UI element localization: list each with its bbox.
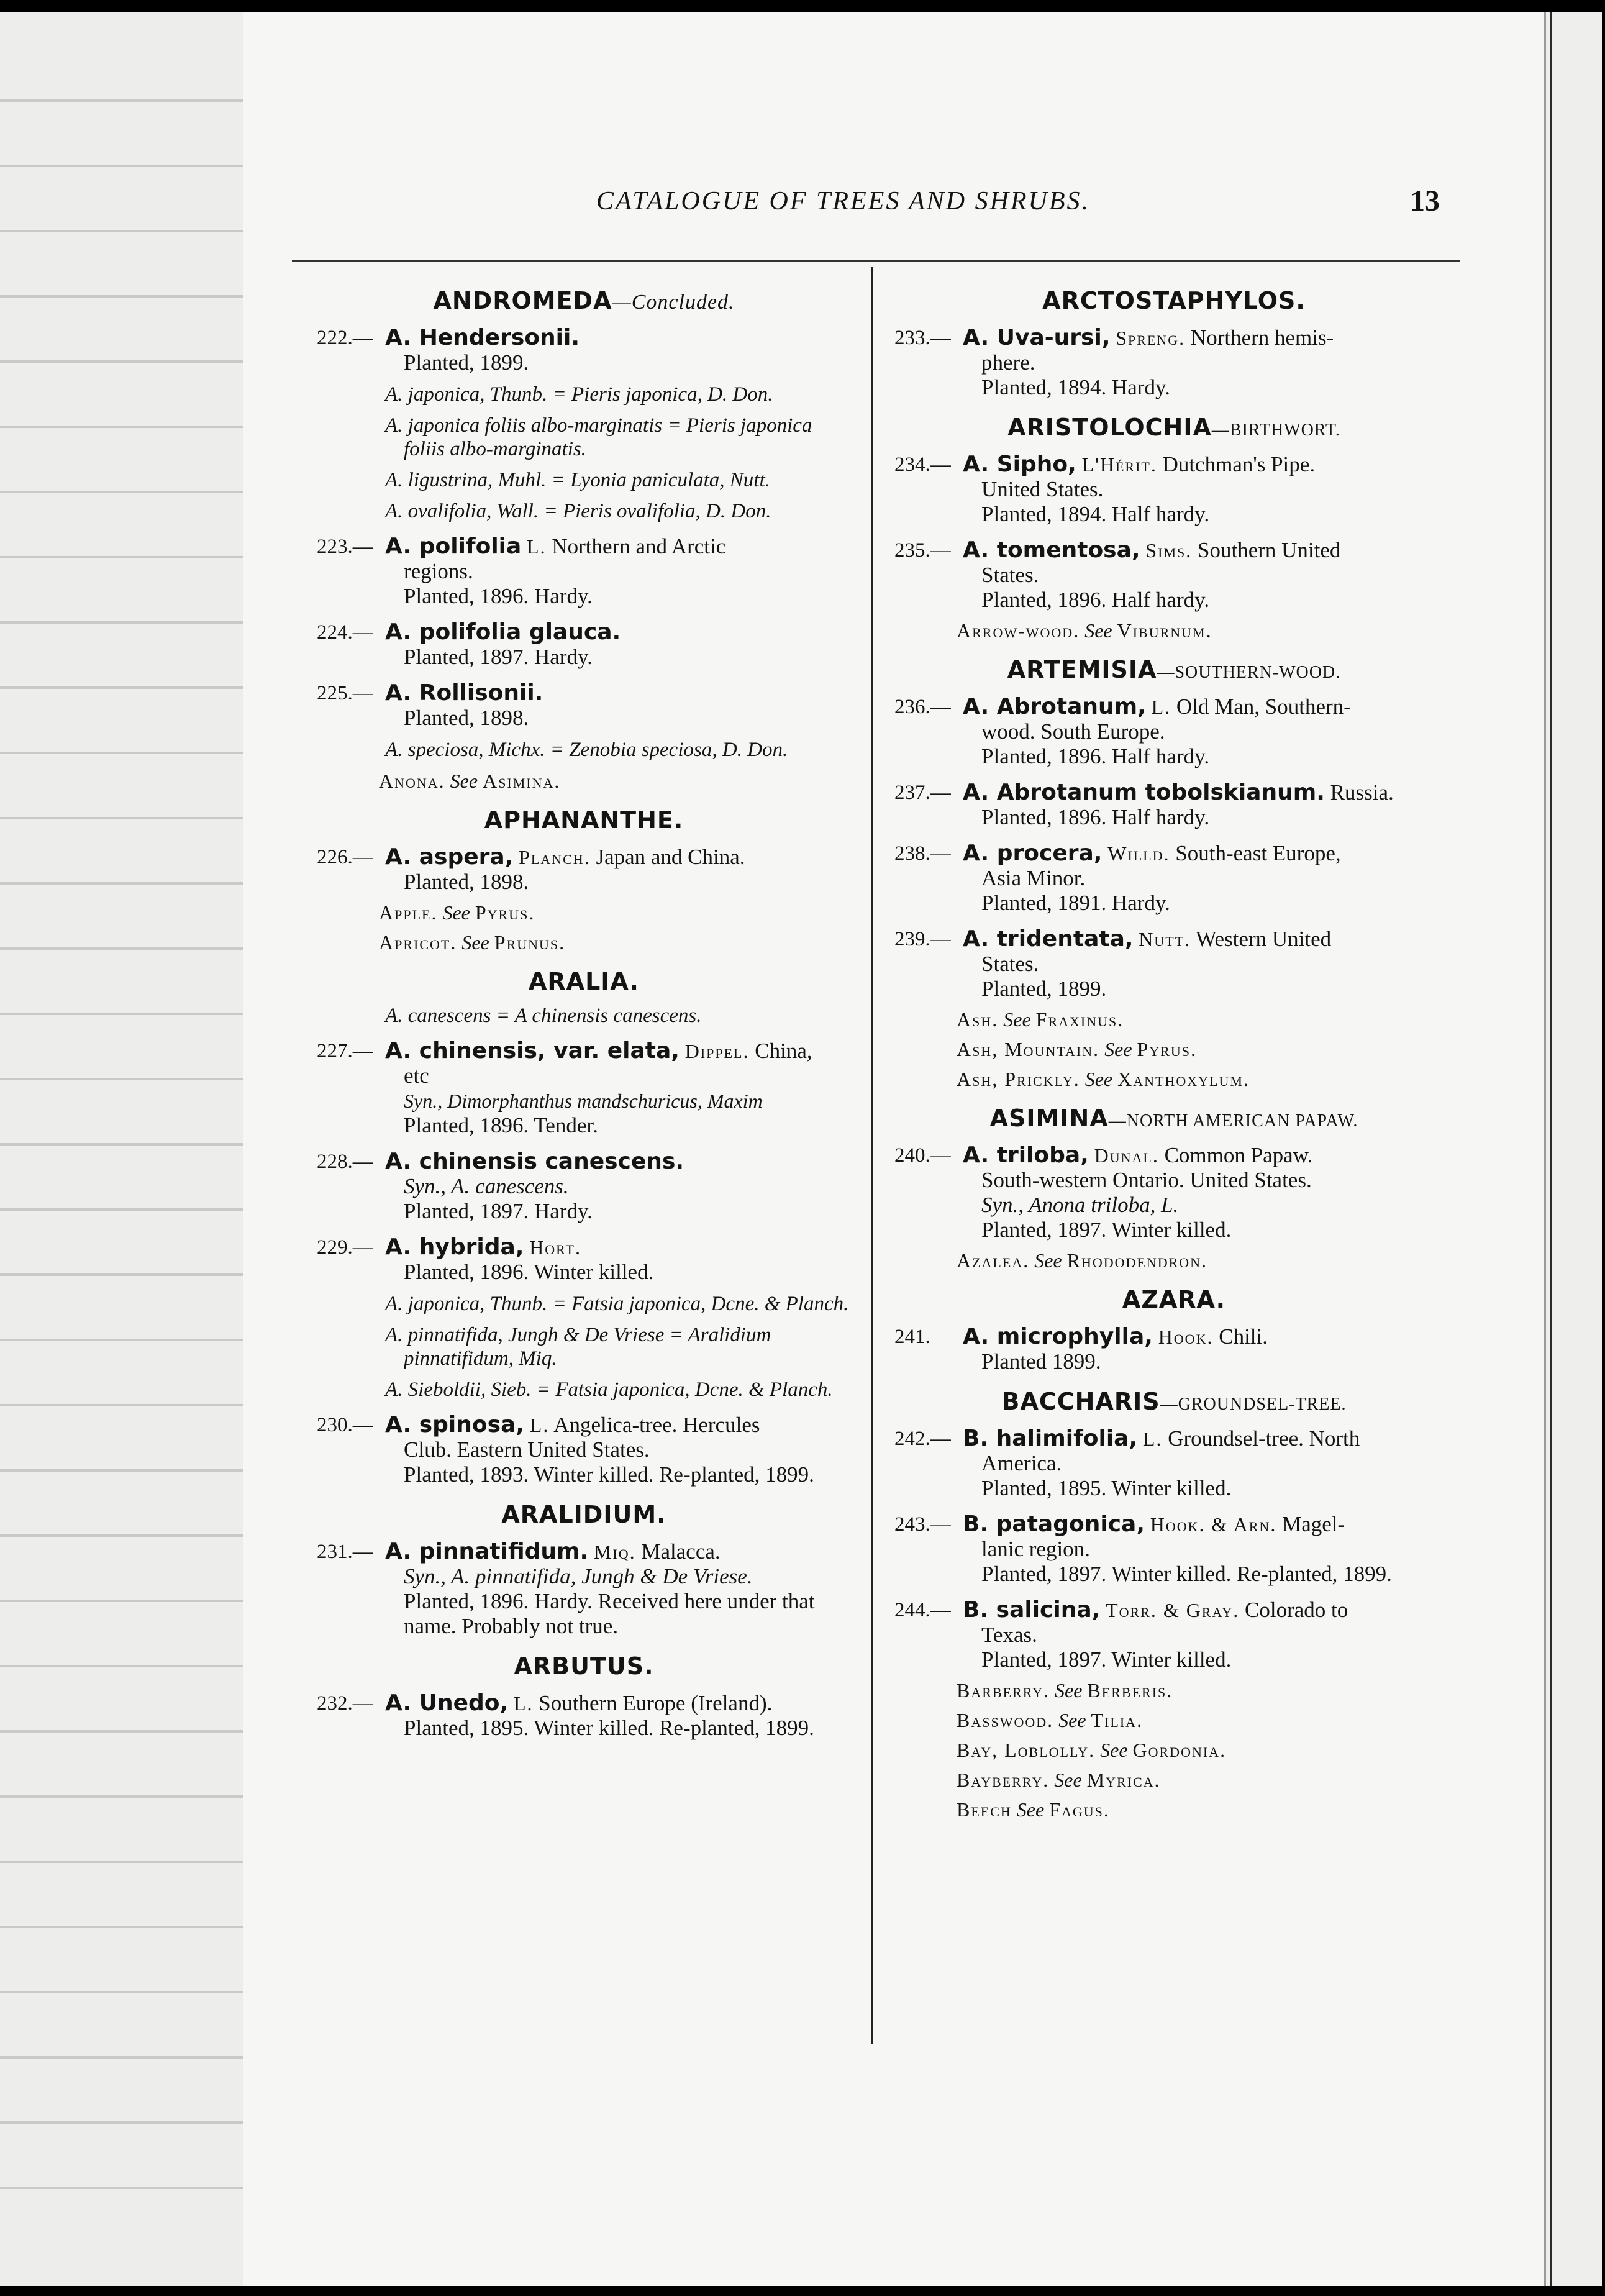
range-note: Groundsel-tree. North (1168, 1426, 1360, 1451)
entry-236 (888, 695, 1460, 769)
entry-231 (311, 1539, 857, 1639)
synonym-note: A. japonica, Thunb. = Fatsia japonica, Dcne. & Planch. (385, 1293, 849, 1315)
genus-heading-arbutus: ARBUTUS. (514, 1652, 654, 1680)
species-name: A. polifolia glauca. (385, 619, 621, 645)
entry-227 (311, 1039, 857, 1138)
planted-note: Planted 1899. (981, 1349, 1101, 1374)
left-column (311, 273, 857, 1746)
entry-number: 227.— (317, 1040, 373, 1062)
range-note-cont: phere. (981, 350, 1035, 375)
cross-reference-apple: Apple. See Pyrus. (379, 901, 535, 924)
range-note: Angelica-tree. Hercules (553, 1413, 760, 1437)
running-title: CATALOGUE OF TREES AND SHRUBS. (596, 187, 1091, 216)
synonym-note: A. Sieboldii, Sieb. = Fatsia japonica, Dcne. & Planch. (385, 1378, 833, 1401)
species-name: A. aspera, (385, 844, 514, 870)
range-note: Colorado to (1245, 1598, 1348, 1622)
species-name: A. Uva-ursi, (963, 325, 1111, 350)
entry-244 (888, 1598, 1460, 1672)
entry-number: 244.— (894, 1599, 951, 1621)
planted-note: Planted, 1894. Half hardy. (981, 502, 1210, 526)
planted-note: Planted, 1896. Tender. (404, 1113, 598, 1137)
cross-reference-ash-mountain: Ash, Mountain. See Pyrus. (957, 1038, 1198, 1060)
authority: L. (529, 1414, 550, 1436)
synonym-note: Syn., A. pinnatifida, Jungh & De Vriese. (404, 1564, 753, 1588)
entry-number: 243.— (894, 1513, 951, 1536)
cross-reference-apricot: Apricot. See Prunus. (379, 931, 566, 954)
synonym-note: Syn., A. canescens. (404, 1174, 569, 1198)
authority: L. (527, 535, 547, 558)
species-name: B. patagonica, (963, 1511, 1145, 1537)
range-note-cont: Texas. (981, 1623, 1037, 1647)
entry-number: 237.— (894, 781, 951, 804)
cross-reference-bay-loblolly: Bay, Loblolly. See Gordonia. (957, 1739, 1227, 1761)
authority: Nutt. (1139, 928, 1191, 950)
genus-heading-asimina: ASIMINA—NORTH AMERICAN PAPAW. (989, 1105, 1358, 1132)
planted-note: Planted, 1896. Hardy. (404, 584, 593, 608)
entry-230 (311, 1413, 857, 1487)
entry-238 (888, 841, 1460, 916)
authority: Hook. & Arn. (1150, 1513, 1277, 1536)
species-name: A. pinnatifidum. (385, 1539, 589, 1564)
cross-reference-azalea: Azalea. See Rhododendron. (957, 1249, 1208, 1272)
species-name: A. polifolia (385, 534, 522, 559)
range-note: Dutchman's Pipe. (1162, 452, 1316, 476)
range-note: Chili. (1219, 1324, 1268, 1349)
entry-223 (311, 534, 857, 609)
entry-number: 238.— (894, 842, 951, 865)
entry-222 (311, 326, 857, 375)
range-note: Northern and Arctic (552, 534, 726, 558)
cross-reference-ash-prickly: Ash, Prickly. See Xanthoxylum. (957, 1068, 1250, 1090)
page-edge (1544, 12, 1602, 2286)
range-note: Southern United (1198, 538, 1341, 562)
authority: Dunal. (1094, 1144, 1159, 1167)
cross-reference-anona: Anona. See Asimina. (379, 770, 561, 792)
range-note: South-east Europe, (1175, 841, 1341, 865)
synonym-note: A. ligustrina, Muhl. = Lyonia paniculata, Nutt. (385, 469, 770, 491)
entry-number: 241. (894, 1326, 930, 1348)
range-note: Japan and China. (596, 845, 745, 869)
species-name: A. Sipho, (963, 452, 1076, 477)
range-note: China, (755, 1039, 812, 1063)
entry-number: 230.— (317, 1414, 373, 1436)
entry-number: 239.— (894, 928, 951, 950)
planted-note: Planted, 1898. (404, 706, 529, 730)
planted-note: Planted, 1894. Hardy. (981, 375, 1170, 399)
genus-heading-aphananthe: APHANANTHE. (484, 806, 684, 834)
range-note: Common Papaw. (1164, 1143, 1313, 1167)
entry-235 (888, 538, 1460, 613)
synonym-note: Syn., Dimorphanthus mandschuricus, Maxim (404, 1090, 763, 1112)
entry-number: 236.— (894, 696, 951, 718)
range-note-cont: Asia Minor. (981, 866, 1086, 890)
genus-heading-aralia: ARALIA. (529, 968, 639, 995)
range-note-cont: lanic region. (981, 1537, 1090, 1561)
cross-reference-arrow-wood: Arrow-wood. See Viburnum. (957, 619, 1212, 642)
entry-233 (888, 326, 1460, 400)
range-note: Russia. (1330, 780, 1394, 804)
genus-heading-arctostaphylos: ARCTOSTAPHYLOS. (1042, 287, 1306, 314)
synonym-note: A. japonica, Thunb. = Pieris japonica, D. Don. (385, 383, 773, 406)
entry-224 (311, 620, 857, 670)
planted-note: Planted, 1893. Winter killed. Re-planted, 1899. (404, 1462, 814, 1487)
species-name: B. halimifolia, (963, 1426, 1138, 1451)
range-note-cont: etc (404, 1064, 429, 1088)
range-note-cont: United States. (981, 477, 1104, 501)
range-note: Northern hemis- (1190, 326, 1334, 350)
entry-229 (311, 1235, 857, 1285)
planted-note: Planted, 1896. Hardy. Received here under that name. Probably not true. (404, 1589, 815, 1638)
entry-228 (311, 1149, 857, 1224)
range-note: Old Man, Southern- (1176, 695, 1351, 719)
range-note-cont: States. (981, 563, 1039, 587)
authority: Hort. (529, 1236, 581, 1259)
entry-241 (888, 1324, 1460, 1374)
synonym-note: Syn., Anona triloba, L. (981, 1193, 1179, 1217)
entry-number: 222.— (317, 327, 373, 349)
entry-number: 223.— (317, 535, 373, 558)
species-name: A. triloba, (963, 1142, 1089, 1168)
species-name: A. microphylla, (963, 1324, 1153, 1349)
species-name: A. tomentosa, (963, 537, 1140, 563)
species-name: A. Abrotanum tobolskianum. (963, 780, 1325, 805)
planted-note: Planted, 1897. Winter killed. Re-planted, 1899. (981, 1562, 1392, 1586)
entry-number: 234.— (894, 453, 951, 476)
cross-reference-bayberry: Bayberry. See Myrica. (957, 1769, 1161, 1791)
entry-number: 231.— (317, 1541, 373, 1563)
range-note-cont: States. (981, 952, 1039, 976)
species-name: A. hybrida, (385, 1234, 524, 1260)
planted-note: Planted, 1895. Winter killed. Re-planted, 1899. (404, 1716, 814, 1740)
planted-note: Planted, 1896. Half hardy. (981, 805, 1210, 829)
entry-240 (888, 1143, 1460, 1242)
cross-reference-barberry: Barberry. See Berberis. (957, 1679, 1173, 1702)
authority: Dippel. (684, 1040, 750, 1062)
genus-heading-andromeda: ANDROMEDA—Concluded. (433, 287, 735, 314)
entry-number: 233.— (894, 327, 951, 349)
synonym-note: A. ovalifolia, Wall. = Pieris ovalifolia, D. Don. (385, 500, 771, 522)
synonym-note: A. speciosa, Michx. = Zenobia speciosa, D. Don. (385, 739, 788, 761)
species-name: A. Rollisonii. (385, 680, 543, 706)
genus-heading-baccharis: BACCHARIS—GROUNDSEL-TREE. (1001, 1388, 1347, 1415)
authority: Miq. (593, 1541, 636, 1563)
synonym-note: A. canescens = A chinensis canescens. (385, 1004, 702, 1027)
entry-234 (888, 452, 1460, 527)
planted-note: Planted, 1891. Hardy. (981, 891, 1170, 915)
entry-number: 229.— (317, 1236, 373, 1259)
entry-number: 224.— (317, 621, 373, 644)
planted-note: Planted, 1897. Hardy. (404, 1199, 593, 1223)
page-number: 13 (1410, 184, 1440, 217)
range-note-cont: regions. (404, 559, 473, 583)
range-note: Southern Europe (Ireland). (539, 1691, 773, 1715)
planted-note: Planted, 1896. Half hardy. (981, 744, 1210, 768)
planted-note: Planted, 1898. (404, 870, 529, 894)
column-divider (871, 267, 873, 2044)
planted-note: Planted, 1897. Winter killed. (981, 1218, 1232, 1242)
authority: Spreng. (1116, 327, 1186, 349)
range-note-cont: wood. South Europe. (981, 719, 1165, 744)
entry-232 (311, 1691, 857, 1741)
header-rule (292, 260, 1460, 262)
range-note: Malacca. (641, 1539, 721, 1564)
authority: L. (1151, 696, 1171, 718)
species-name: A. spinosa, (385, 1412, 525, 1437)
genus-heading-aralidium: ARALIDIUM. (501, 1501, 666, 1528)
genus-heading-aristolochia: ARISTOLOCHIA—BIRTHWORT. (1007, 414, 1340, 441)
authority: Willd. (1107, 842, 1170, 865)
entry-number: 226.— (317, 846, 373, 868)
species-name: B. salicina, (963, 1597, 1101, 1623)
right-column (888, 273, 1460, 1828)
planted-note: Planted, 1897. Winter killed. (981, 1647, 1232, 1672)
range-note: Western United (1196, 927, 1332, 951)
cross-reference-basswood: Basswood. See Tilia. (957, 1709, 1144, 1731)
entry-242 (888, 1426, 1460, 1501)
planted-note: Planted, 1896. Winter killed. (404, 1260, 654, 1284)
authority: L. (1142, 1428, 1163, 1450)
entry-239 (888, 927, 1460, 1001)
species-name: A. procera, (963, 840, 1103, 866)
range-note-cont: Club. Eastern United States. (404, 1437, 650, 1462)
range-note: Magel- (1282, 1512, 1345, 1536)
range-note-cont: South-western Ontario. United States. (981, 1168, 1312, 1192)
planted-note: Planted, 1897. Hardy. (404, 645, 593, 669)
entry-number: 235.— (894, 539, 951, 562)
authority: Sims. (1145, 539, 1193, 562)
entry-225 (311, 681, 857, 731)
authority: L'Hérit. (1081, 453, 1157, 476)
planted-note: Planted, 1895. Winter killed. (981, 1476, 1232, 1500)
species-name: A. Unedo, (385, 1690, 509, 1716)
range-note-cont: America. (981, 1451, 1062, 1475)
entry-237 (888, 780, 1460, 830)
entry-number: 232.— (317, 1692, 373, 1715)
synonym-note: A. pinnatifida, Jungh & De Vriese = Aralidium pinnatifidum, Miq. (385, 1324, 771, 1370)
authority: Torr. & Gray. (1106, 1599, 1240, 1621)
cross-reference-ash: Ash. See Fraxinus. (957, 1008, 1124, 1031)
entry-number: 240.— (894, 1144, 951, 1167)
planted-note: Planted, 1899. (981, 977, 1107, 1001)
authority: L. (513, 1692, 534, 1715)
entry-226 (311, 845, 857, 895)
species-name: A. Abrotanum, (963, 694, 1146, 719)
species-name: A. chinensis canescens. (385, 1149, 684, 1174)
planted-note: Planted, 1896. Half hardy. (981, 588, 1210, 612)
species-name: A. chinensis, var. elata, (385, 1038, 680, 1064)
species-name: A. tridentata, (963, 926, 1134, 952)
authority: Planch. (519, 846, 591, 868)
genus-heading-artemisia: ARTEMISIA—SOUTHERN-WOOD. (1007, 656, 1341, 683)
planted-note: Planted, 1899. (404, 350, 529, 375)
authority: Hook. (1158, 1326, 1214, 1348)
cross-reference-beech: Beech See Fagus. (957, 1798, 1110, 1821)
synonym-note: A. japonica foliis albo-marginatis = Pieris japonica foliis albo-marginatis. (385, 414, 812, 460)
species-name: A. Hendersonii. (385, 325, 580, 350)
entry-number: 228.— (317, 1150, 373, 1173)
binding-gutter (0, 12, 243, 2286)
entry-number: 225.— (317, 682, 373, 704)
genus-heading-azara: AZARA. (1122, 1286, 1226, 1313)
entry-number: 242.— (894, 1428, 951, 1450)
entry-243 (888, 1512, 1460, 1587)
